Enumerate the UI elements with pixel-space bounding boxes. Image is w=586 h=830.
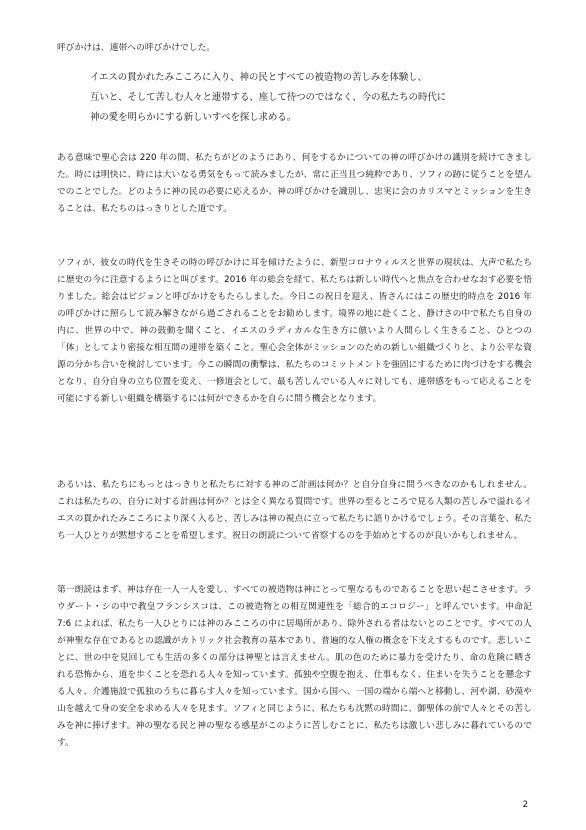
intro-line: 呼びかけは、連帯への呼びかけでした。 xyxy=(57,43,216,53)
quote-line: 互いと、そして苦しむ人々と連帯する、座して待つのではなく、今の私たちの時代に xyxy=(90,92,447,103)
page-number: 2 xyxy=(522,800,528,810)
body-paragraph: ある意味で聖心会は 220 年の間、私たちがどのようにあり、何をするかについての神の呼びかけの識別を続けてきました。時には明快に、時には大いなる勇気をもって読みましたが、常に正当且つ純粋であり、ソフィの跡に従うことを望んでのことでした。どのように神の民の必要に応えるか、神の呼びかけを識別し、忠実に会のカリスマとミッションを生きることは、私たちのはっきりとした道です。 xyxy=(57,153,532,214)
quoted-call xyxy=(90,68,520,128)
body-paragraph: 第一朗読はまず、神は存在一人一人を愛し、すべての被造物は神にとって聖なるものであることを思い起こさせます。ラウダート・シの中で教皇フランシスコは、この被造物との相互関連性を「総合的エコロジー」と呼んでいます。申命記 7:6 によれば、私たち一人ひとりには神のみこころの中に居場所があり、除外される者はないとのことです。すべての人が神聖な存在であるとの認識がカトリック社会教育の基本であり、普遍的な人権の概念を下支えするものです。悲しいことに、世の中を見回しても生活の多くの部分は神聖とは言えません。肌の色のために暴力を受けたり、命の危険に晒される恐怖から、道を歩くことを恐れる人々を知っています。孤独や空腹を抱え、仕事もなく、住まいを失うことを懸念する人々、介護施設で孤独のうちに暮らす人々を知っています。国から国へ、一国の端から端へと移動し、河や湖、砂漠や山を越えて身の安全を求める人々を見ます。ソフィと同じように、私たちも沈黙の時間に、御聖体の前で人々とその苦しみを神に捧げます。神の聖なる民と神の聖なる惑星がこのように苦しむことに、私たちは激しい悲しみに暮れているのです。 xyxy=(57,585,532,748)
quote-line: イエスの貫かれたみこころに入り、神の民とすべての被造物の苦しみを体験し、 xyxy=(90,72,427,83)
quote-line: 神の愛を明らかにする新しいすべを探し求める。 xyxy=(90,112,297,123)
body-paragraph: あるいは、私たちにもっとはっきりと私たちに対する神のご計画は何か？と自分自身に問うべきなのかもしれません。これは私たちの、自分に対する計画は何か？とは全く異なる質問です。世界の至るところで見る人類の苦しみで溢れるイエスの貫かれたみこころにより深く入ると、苦しみは神の視点に立って私たちに語りかけるでしょう。その言葉を、私たち一人ひとりが黙想することを希望します。祝日の朗読について省察するのを手始めとするのが良いかもしれません。 xyxy=(57,480,532,541)
body-paragraph: ソフィが、彼女の時代を生きその時の呼びかけに耳を傾けたように、新型コロナウィルスと世界の現状は、大声で私たちに歴史の今に注意するようにと叫びます。2016 年の総会を経て、私たちは新しい時代へと焦点を合わせなおす必要を悟りました。総会はビジョンと呼びかけをもたらしました。今日この祝日を迎え、皆さんにはこの歴史的時点を 2016 年の呼びかけに照らして読み解きながら過ごされることをお勧めします。境界の地に赴くこと、静けさの中で私たち自身の内に、世界の中で、神の鼓動を聞くこと、イエスのラディカルな生き方に倣いより人間らしく生きること、ひとつの「体」としてより密接な相互間の連帯を築くこと。聖心会全体がミッションのための新しい組織づくりと、より公平な資源の分かち合いを検討しています。今この瞬間の衝撃は、私たちのコミットメントを強固にするために肉づけをする機会となり、自分自身の立ち位置を変え、一修道会として、最も苦しんでいる人々に対しても、連帯感をもって応えることを可能にする新しい組織を構築するには何ができるかを自らに問う機会となります。 xyxy=(57,258,532,404)
